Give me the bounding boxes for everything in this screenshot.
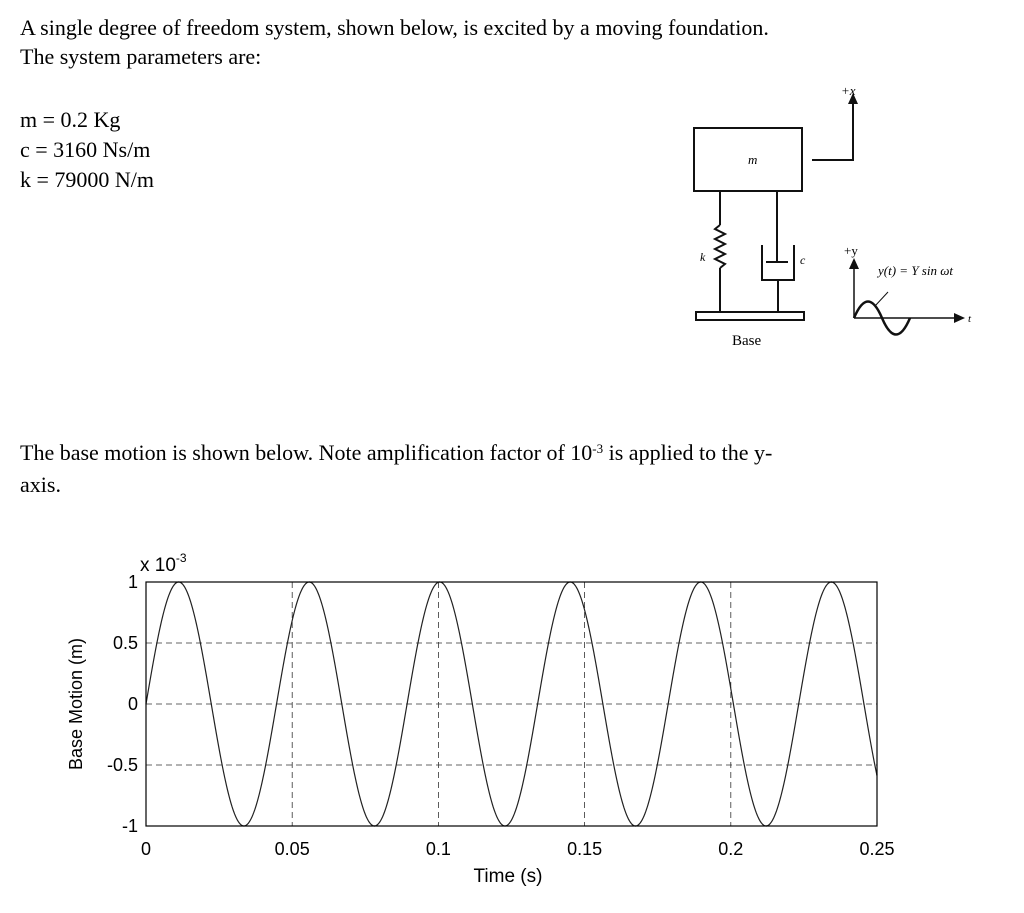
sdof-diagram	[660, 80, 1000, 360]
y-label: +y	[844, 243, 858, 258]
data-point	[798, 703, 799, 704]
base-plate	[696, 312, 804, 320]
y-tick-label: 1	[127, 572, 138, 592]
param-mass: m = 0.2 Kg	[20, 107, 121, 132]
note-text-a: The base motion is shown below. Note amplification factor of 10	[20, 440, 593, 465]
x-arrow-line	[812, 102, 853, 160]
data-point	[276, 703, 277, 704]
x-label: +x	[841, 83, 856, 98]
param-stiffness: k = 79000 N/m	[20, 167, 155, 192]
x-tick-label: 0.05	[274, 839, 310, 859]
y-axis-label: Base Motion (m)	[66, 637, 86, 771]
intro-line-1: A single degree of freedom system, shown below, is excited by a moving foundation.	[20, 15, 769, 40]
equation: y(t) = Y sin ωt	[878, 263, 954, 278]
data-point	[863, 703, 864, 704]
y-tick-label: 0	[127, 694, 138, 714]
data-point	[407, 703, 408, 704]
y-tick-label: -0.5	[106, 755, 138, 775]
data-point	[537, 703, 538, 704]
param-damping: c = 3160 Ns/m	[20, 137, 151, 162]
y-tick-label: -1	[121, 816, 138, 836]
t-arrowhead-icon	[954, 313, 965, 323]
data-point	[211, 703, 212, 704]
data-point	[668, 703, 669, 704]
x-tick-label: 0	[140, 839, 152, 859]
damper-label: c	[800, 253, 806, 267]
base-motion-chart	[0, 540, 1024, 913]
spring	[715, 225, 725, 268]
x-tick-label: 0.25	[859, 839, 895, 859]
data-point	[472, 703, 473, 704]
t-label: t	[968, 313, 972, 325]
note-exponent: -3	[592, 441, 604, 456]
intro-line-2: The system parameters are:	[20, 44, 262, 69]
data-point	[341, 703, 342, 704]
y-tick-label: 0.5	[112, 633, 138, 653]
data-point	[602, 703, 603, 704]
base-label: Base	[732, 333, 762, 349]
note-line-1	[20, 440, 772, 466]
x-tick-label: 0.1	[425, 839, 451, 859]
note-line-2: axis.	[20, 472, 61, 497]
y-arrowhead-icon	[849, 258, 859, 269]
spring-label: k	[700, 250, 706, 264]
mass-label: m	[748, 152, 758, 167]
y-multiplier: x $10^{-3}$	[140, 551, 187, 576]
x-tick-label: 0.15	[567, 839, 603, 859]
x-axis-label: Time (s)	[473, 866, 543, 887]
x-tick-label: 0.2	[718, 839, 744, 859]
note-text-b: is applied to the y-	[603, 440, 773, 465]
data-point	[733, 703, 734, 704]
